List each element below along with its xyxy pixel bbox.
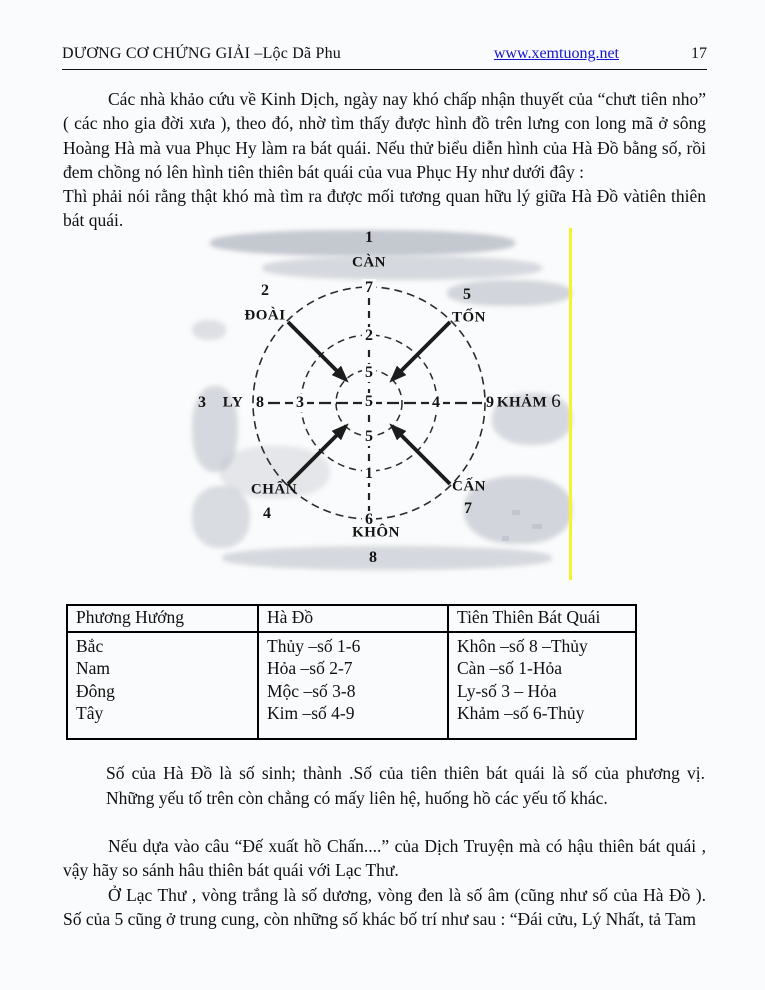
paragraph-5: Ở Lạc Thư , vòng trắng là số dương, vòng đen là số âm (cũng như số của Hà Đồ ). Số của 5 cũng ở trung cung, còn những số khác bố trí như sau : “Đái cửu, Lý Nhất, tả Tam (63, 884, 706, 929)
table-cell: Khôn –số 8 –Thủy (457, 635, 588, 656)
label-lower-right-number: 7 (464, 499, 472, 517)
label-bottom-number: 8 (369, 548, 377, 566)
cell-hado (258, 632, 448, 740)
label-left-outer-number: 8 (256, 393, 264, 411)
table-cell: Tây (76, 703, 104, 723)
diagonal-upper-left (288, 322, 346, 380)
table-cell: Đông (76, 680, 115, 701)
label-axis-east-mid: 4 (429, 394, 443, 412)
col-header-hado: Hà Đồ (258, 605, 448, 632)
paragraph-3: Số của Hà Đồ là số sinh; thành .Số của tiên thiên bát quái là số của phương vị. Những yếu tố trên còn chẳng có mấy liên hệ, huống hồ các yếu tố khác. (106, 763, 705, 808)
table-cell: Bắc (76, 635, 104, 656)
label-right-number: 6 (551, 390, 561, 412)
document-title: DƯƠNG CƠ CHỨNG GIẢI –Lộc Dã Phu (62, 45, 342, 62)
label-center-number: 5 (362, 393, 376, 411)
col-header-direction: Phương Hướng (67, 605, 258, 632)
label-axis-north-outer: 7 (362, 279, 376, 297)
table-cell: Kim –số 4-9 (267, 703, 355, 723)
directions-table (66, 604, 637, 741)
table-body-row (67, 632, 636, 740)
label-trigram-khon: KHÔN (352, 524, 400, 541)
cell-directions (67, 632, 258, 740)
scanned-bagua-figure (192, 228, 578, 580)
paragraph-4: Nếu dựa vào câu “Đế xuất hồ Chấn....” của Dịch Truyện mà có hậu thiên bát quái , vậy hãy so sánh hâu thiên bát quái với Lạc Thư. (63, 836, 706, 881)
scan-yellow-line (569, 228, 572, 580)
label-axis-north-inner: 5 (362, 364, 376, 382)
label-left-number: 3 (198, 393, 206, 411)
label-top-number: 1 (365, 228, 373, 246)
label-axis-south-outer: 6 (362, 511, 376, 529)
label-lower-left-number: 4 (263, 504, 271, 522)
page-header (0, 0, 765, 63)
paragraph-2: Thì phải nói rằng thật khó mà tìm ra được mối tương quan hữu lý giữa Hà Đồ vàtiên thiên bát quái. (63, 186, 706, 231)
cell-bagua (448, 632, 636, 740)
label-upper-right-number: 5 (463, 285, 471, 303)
table-cell: Mộc –số 3-8 (267, 680, 356, 701)
table-cell: Ly-số 3 – Hỏa (457, 680, 557, 701)
table-header-row (67, 605, 636, 632)
label-axis-west-mid: 3 (293, 394, 307, 412)
label-upper-left-number: 2 (261, 281, 269, 299)
header-divider (62, 69, 707, 70)
label-axis-south-mid: 1 (362, 465, 376, 483)
label-trigram-chan: CHẤN (250, 481, 298, 498)
label-axis-north-mid: 2 (362, 327, 376, 345)
col-header-bagua: Tiên Thiên Bát Quái (448, 605, 636, 632)
label-axis-south-inner: 5 (362, 428, 376, 446)
table-cell: Càn –số 1-Hỏa (457, 658, 562, 679)
table-cell: Nam (76, 658, 111, 679)
table-cell: Hỏa –số 2-7 (267, 658, 353, 679)
label-trigram-kham: KHẢM (496, 394, 548, 411)
label-trigram-cancan: CẤN (452, 478, 486, 495)
table-cell: Khảm –số 6-Thủy (457, 703, 585, 723)
diagonal-upper-right (392, 322, 450, 380)
site-link[interactable]: www.xemtuong.net (493, 45, 619, 62)
diagonal-lower-left (288, 426, 346, 484)
label-trigram-doai: ĐOÀI (244, 307, 286, 324)
label-trigram-can: CÀN (352, 254, 386, 271)
table-cell: Thủy –số 1-6 (267, 635, 361, 656)
label-trigram-ton: TỐN (451, 309, 487, 326)
paragraph-1: Các nhà khảo cứu về Kinh Dịch, ngày nay khó chấp nhận thuyết của “chưt tiên nho” ( các nho gia đời xưa ), theo đó, nhờ tìm thấy được hình đồ trên lưng con long mã ở sông Hoàng Hà mà vua Phục Hy làm ra bát quái. Nếu thử biểu diễn hình của Hà Đồ bằng số, rồi đem chồng nó lên hình tiên thiên bát quái của vua Phục Hy như dưới đây : (63, 89, 706, 182)
page-number: 17 (691, 45, 707, 62)
diagonal-lower-right (392, 426, 450, 484)
label-right-outer-number: 9 (486, 393, 494, 411)
label-trigram-ly: LY (222, 394, 244, 411)
